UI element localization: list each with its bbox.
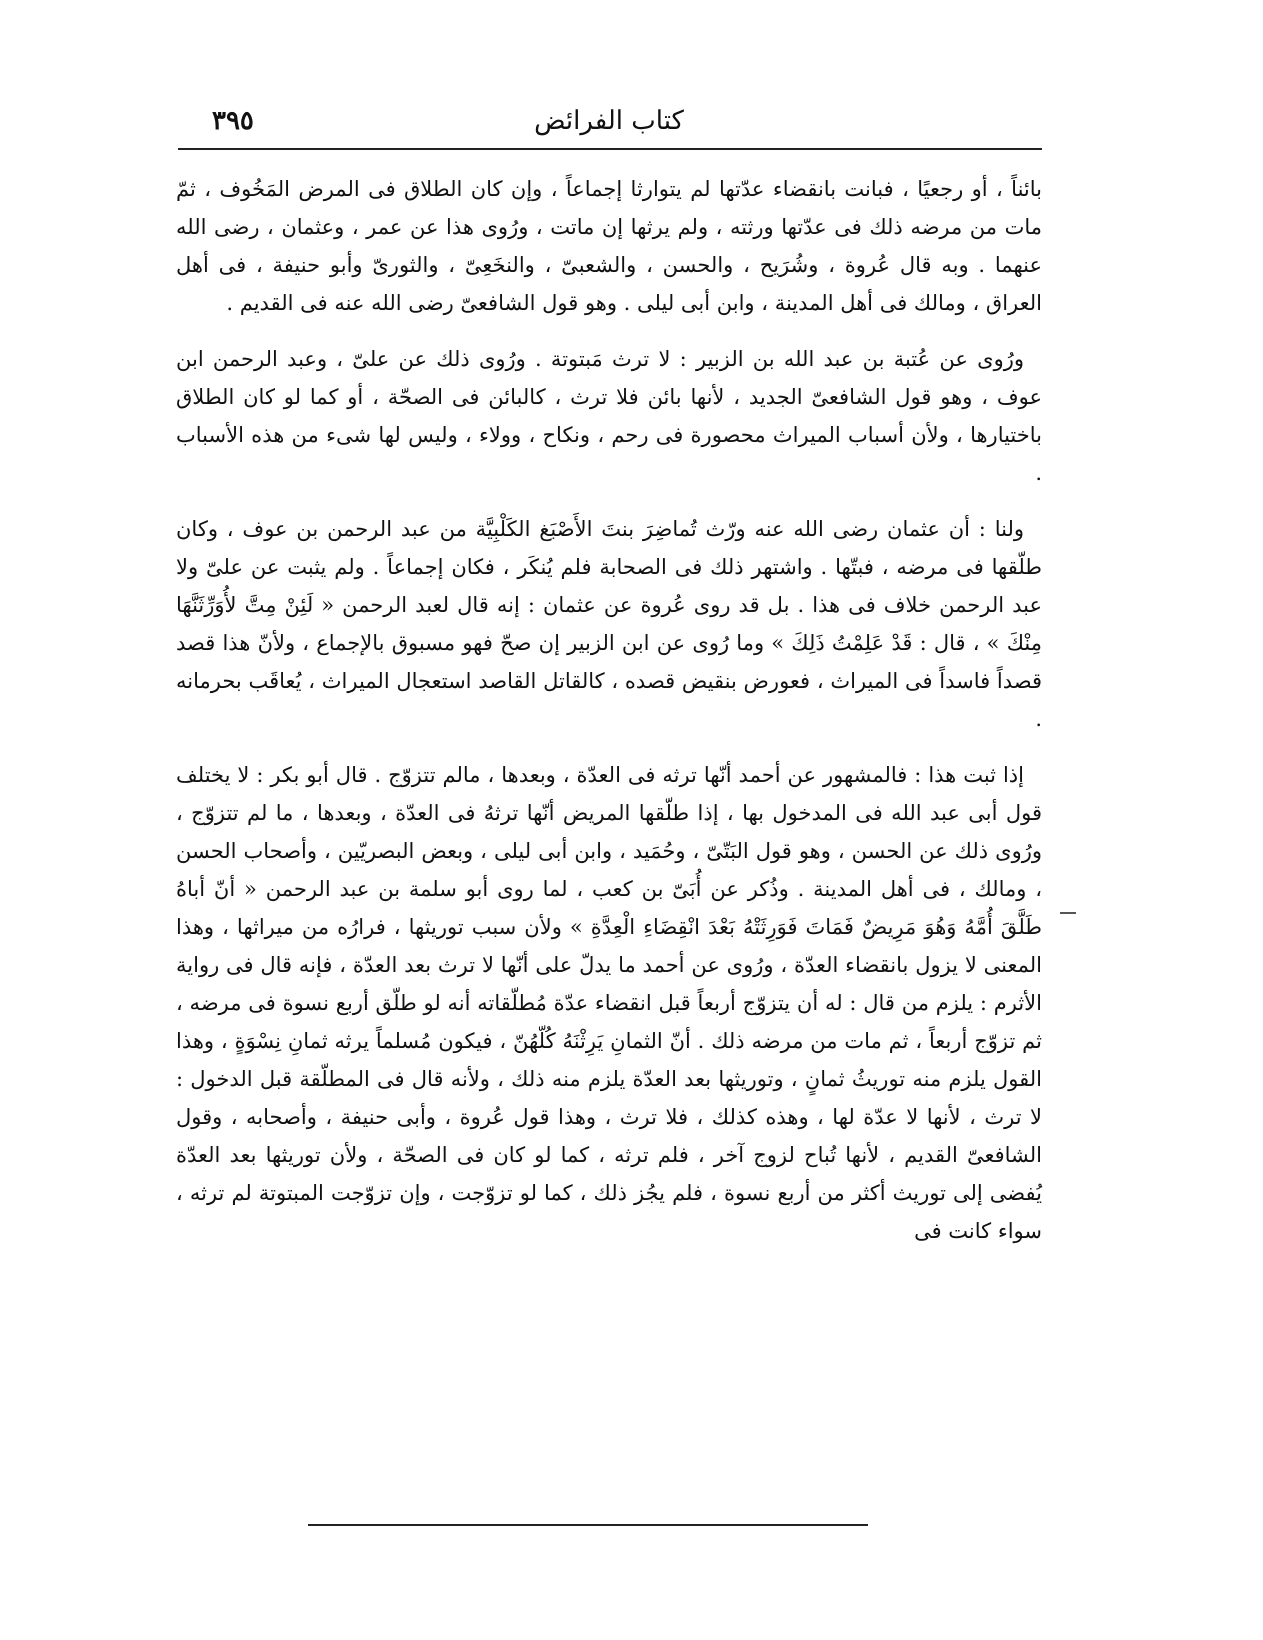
paragraph-3: ولنا : أن عثمان رضى الله عنه ورّث تُماضِرَ بنتَ الأَصْبَغ الكَلْبِيَّة من عبد الرحمن بن عوف ، وكان طلّقها فى مرضه ، فبتّها . واشتهر ذلك فى الصحابة فلم يُنكَر ، فكان إجماعاً . ولم يثبت عن علىّ ولا عبد الرحمن خلاف فى هذا . بل قد روى عُروة عن عثمان : إنه قال لعبد الرحمن « لَئِنْ مِتَّ لأُوَرِّثَنَّهَا مِنْكَ » ، قال : قَدْ عَلِمْتُ ذَلِكَ » وما رُوى عن ابن الزبير إن صحّ فهو مسبوق بالإجماع ، ولأنّ هذا قصد قصداً فاسداً فى الميراث ، فعورض بنقيض قصده ، كالقاتل القاصد استعجال الميراث ، يُعاقَب بحرمانه . (176, 517, 1042, 731)
page-number: ٣٩٥ (212, 106, 254, 136)
footer-divider (308, 1524, 868, 1526)
paragraph-4: إذا ثبت هذا : فالمشهور عن أحمد أنّها ترثه فى العدّة ، وبعدها ، مالم تتزوّج . قال أبو بكر : لا يختلف قول أبى عبد الله فى المدخول بها ، إذا طلّقها المريض أنّها ترثهُ فى العدّة ، وبعدها ، ما لم تتزوّج ، ورُوى ذلك عن الحسن ، وهو قول البَتّىّ ، وحُمَيد ، وابن أبى ليلى ، وبعض البصريّين ، وأصحاب الحسن ، ومالك ، فى أهل المدينة . وذُكر عن أُبَىّ بن كعب ، لما روى أبو سلمة بن عبد الرحمن « أنّ أباهُ طَلَّقَ أُمَّهُ وَهُوَ مَرِيضٌ فَمَاتَ فَوَرِثَتْهُ بَعْدَ انْقِضَاءِ الْعِدَّةِ » ولأن سبب توريثها ، فرارُه من ميراثها ، وهذا المعنى لا يزول بانقضاء العدّة ، ورُوى عن أحمد ما يدلّ على أنّها لا ترث بعد العدّة ، فإنه قال فى رواية الأثرم : يلزم من قال : له أن يتزوّج أربعاً قبل انقضاء عدّة مُطلّقاته أنه لو طلّق أربع نسوة فى مرضه ، ثم تزوّج أربعاً ، ثم مات من مرضه ذلك . أنّ الثمانِ يَرِثْنَهُ كُلّهُنّ ، فيكون مُسلماً يرثه ثمانِ نِسْوَةٍ ، وهذا القول يلزم منه توريثُ ثمانٍ ، وتوريثها بعد العدّة يلزم منه ذلك ، ولأنه قال فى المطلّقة قبل الدخول : لا ترث ، لأنها لا عدّة لها ، وهذه كذلك ، فلا ترث ، وهذا قول عُروة ، وأبى حنيفة ، وأصحابه ، وقول الشافعىّ القديم ، لأنها تُباح لزوج آخر ، فلم ترثه ، كما لو كان فى الصحّة ، ولأن توريثها بعد العدّة يُفضى إلى توريث أكثر من أربع نسوة ، فلم يجُز ذلك ، كما لو تزوّجت ، وإن تزوّجت المبتوتة لم ترثه ، سواء كانت فى (176, 763, 1042, 1243)
header-divider (178, 148, 1042, 150)
paragraph-1: بائناً ، أو رجعيًا ، فبانت بانقضاء عدّتها لم يتوارثا إجماعاً ، وإن كان الطلاق فى المرض المَخُوف ، ثمّ مات من مرضه ذلك فى عدّتها ورثته ، ولم يرثها إن ماتت ، ورُوى هذا عن عمر ، وعثمان ، رضى الله عنهما . وبه قال عُروة ، وشُرَيح ، والحسن ، والشعبىّ ، والنخَعِىّ ، والثورىّ وأبو حنيفة ، فى أهل العراق ، ومالك فى أهل المدينة ، وابن أبى ليلى . وهو قول الشافعىّ رضى الله عنه فى القديم . (176, 177, 1042, 315)
paragraph-2: ورُوى عن عُتبة بن عبد الله بن الزبير : لا ترث مَبتوتة . ورُوى ذلك عن علىّ ، وعبد الرحمن ابن عوف ، وهو قول الشافعىّ الجديد ، لأنها بائن فلا ترث ، كالبائن فى الصحّة ، أو كما لو كان الطلاق باختيارها ، ولأن أسباب الميراث محصورة فى رحم ، ونكاح ، وولاء ، وليس لها شىء من هذه الأسباب . (176, 347, 1042, 485)
page-body (176, 170, 1042, 1450)
margin-mark (1060, 912, 1076, 914)
running-title: كتاب الفرائض (534, 106, 684, 136)
page-header (178, 96, 1040, 146)
